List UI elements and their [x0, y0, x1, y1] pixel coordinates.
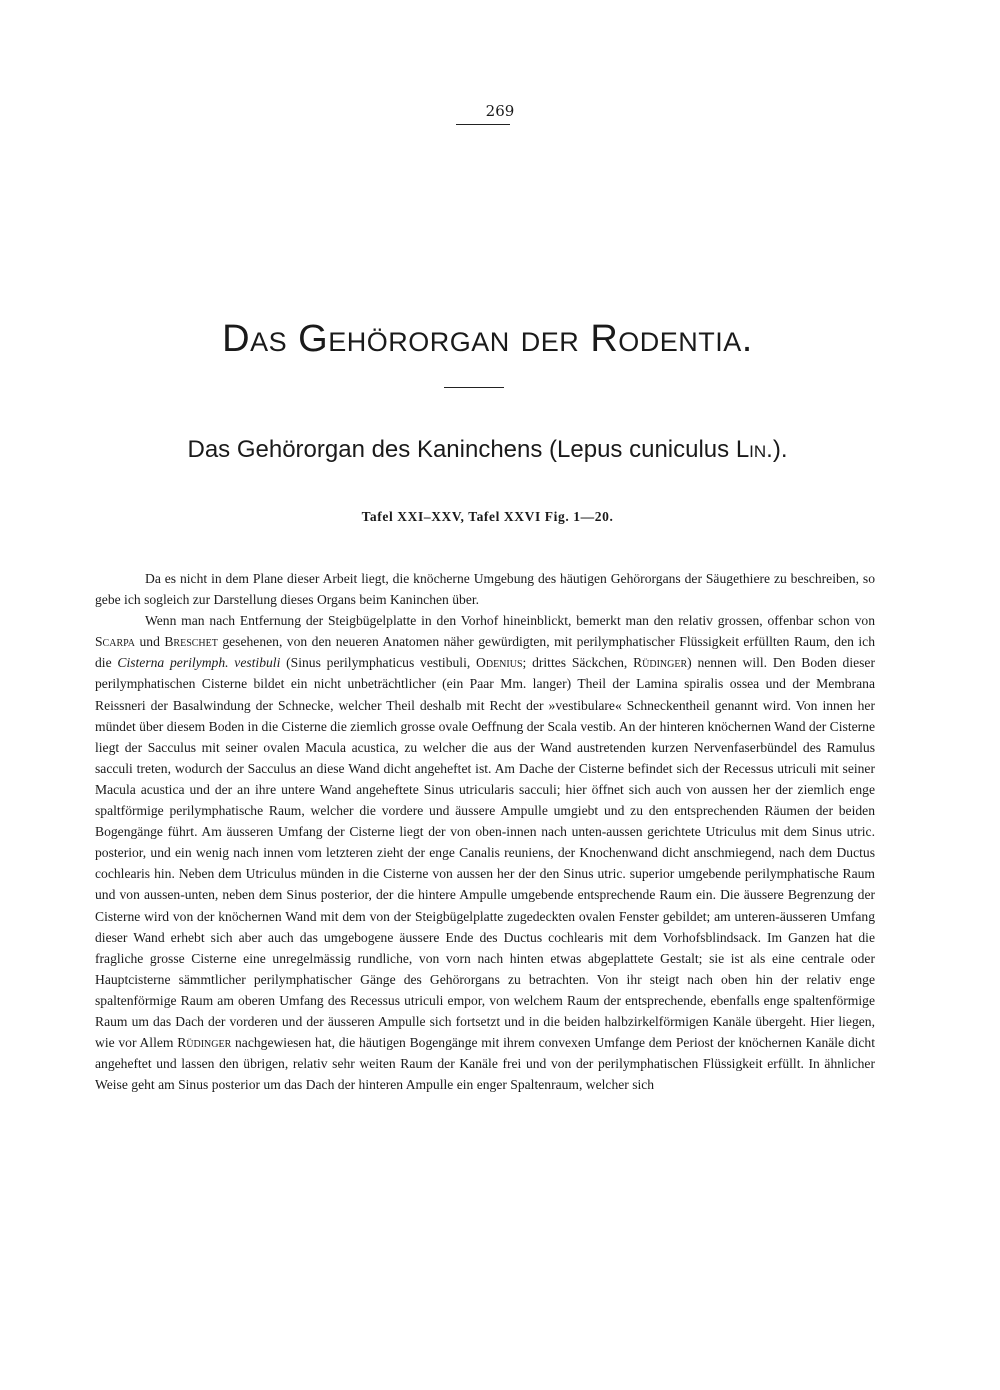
text-run: gesehenen, von den neueren Anatomen näher gewürdigten, mit perilymphatischer Flüssigkeit erfüllten Raum, den ich die [95, 634, 875, 671]
text-run: nachgewiesen hat, die häutigen Bogengänge mit ihrem convexen Umfange dem Periost der knöchernen Kanäle dicht angeheftet und lassen den übrigen, relativ sehr weiten Raum der Kanäle frei und von der perilymphatischen Flüssigkeit erfüllt. In ähnlicher Weise geht am Sinus posterior um das Dach der hinteren Ampulle ein enger Spaltenraum, welcher sich [95, 1035, 876, 1093]
author-name: Scarpa [95, 634, 135, 650]
subtitle [0, 436, 975, 464]
page-number-rule [456, 124, 510, 125]
page-number: 269 [485, 102, 515, 120]
text-run: ; drittes Säckchen, [522, 655, 634, 671]
text-run: Wenn man nach Entfernung der Steigbügelplatte in den Vorhof hineinblickt, bemerkt man den relativ grossen, offenbar schon von [145, 613, 875, 629]
body-text [95, 568, 875, 1095]
italic-term: Cisterna perilymph. vestibuli [117, 655, 281, 671]
author-name: Rüdinger [177, 1035, 232, 1051]
subtitle-end: ). [772, 436, 788, 463]
subtitle-author: Lin. [735, 436, 773, 463]
main-title: Das Gehörorgan der Rodentia. [222, 318, 753, 360]
author-name: Odenius [476, 655, 523, 671]
author-name: Rüdinger [633, 655, 688, 671]
author-name: Breschet [164, 634, 218, 650]
text-run: (Sinus perilymphaticus vestibuli, [280, 655, 477, 671]
plates-reference: Tafel XXI–XXV, Tafel XXVI Fig. 1—20. [361, 509, 614, 524]
paragraph-2 [95, 610, 875, 1095]
paragraph-1: Da es nicht in dem Plane dieser Arbeit liegt, die knöcherne Umgebung des häutigen Gehörorgans der Säugethiere zu beschreiben, so gebe ich sogleich zur Darstellung dieses Organs beim Kaninchen über. [95, 571, 875, 608]
subtitle-text: Das Gehörorgan des Kaninchens (Lepus cuniculus [187, 436, 736, 463]
text-run: und [135, 634, 165, 650]
text-run: ) nennen will. Den Boden dieser perilymphatischen Cisterne bildet ein nicht unbeträchtlicher (ein Paar Mm. langer) Theil der Lamina spiralis ossea und der Membrana Reissneri der Basalwindung der Schnecke, welcher Theil deshalb mit Recht der »vestibulare« Schneckentheil genannt wird. Von innen her mündet über diesem Boden in die Cisterne die ziemlich grosse ovale Oeffnung der Scala vestib. An der hinteren knöchernen Wand der Cisterne liegt der Sacculus mit seiner ovalen Macula acustica, zu welcher die aus der Wand austretenden kurzen Nervenfaserbündel des Ramulus sacculi treten, wodurch der Sacculus an diese Wand dicht angeheftet ist. Am Dache der Cisterne befindet sich der Recessus utriculi mit seiner Macula acustica und der an ihre untere Wand angeheftete Sinus utricularis sacculi; hier öffnet sich auch von aussen her der ziemlich enge spaltförmige perilymphatische Raum, welcher die vordere und äussere Ampulle umgiebt und zu den entsprechenden Räumen der beiden Bogengänge führt. Am äusseren Umfang der Cisterne liegt der von oben-innen nach unten-aussen gerichtete Utriculus mit dem Sinus utric. posterior, und ein wenig nach innen vom letzteren zieht der enge Canalis reuniens, der Knochenwand dicht anschmiegend, nach dem Ductus cochlearis hin. Neben dem Utriculus münden in die Cisterne von aussen her der den Sinus utric. superior umgebende perilymphatische Raum und von aussen-unten, neben dem Sinus posterior, der die hintere Ampulle umgebende entsprechende Raum ein. Die äussere Begrenzung der Cisterne wird von der knöchernen Wand mit dem von der Steigbügelplatte zugedeckten ovalen Fenster gebildet; am unteren-äusseren Umfang dieser Wand erhebt sich aber auch das umgebogene äussere Ende des Ductus cochlearis mit dem Vorhofsblindsack. Im Ganzen hat die fragliche grosse Cisterne eine unregelmässig rundliche, von vorn nach hinten etwas abgeplattete Gestalt; sie ist als eine centrale oder Hauptcisterne sämmtlicher perilymphatischer Gänge des Gehörorgans zu betrachten. Von ihr steigt nach oben hin der relativ enge spaltenförmige Raum am oberen Umfang des Recessus utriculi empor, von welchem Raum der entsprechende, ebenfalls enge spaltenförmige Raum um das Dach der vorderen und der äusseren Ampulle sich fortsetzt und in die beiden halbzirkelförmigen Kanäle übergeht. Hier liegen, wie vor Allem [95, 655, 875, 1051]
title-rule [444, 387, 504, 388]
